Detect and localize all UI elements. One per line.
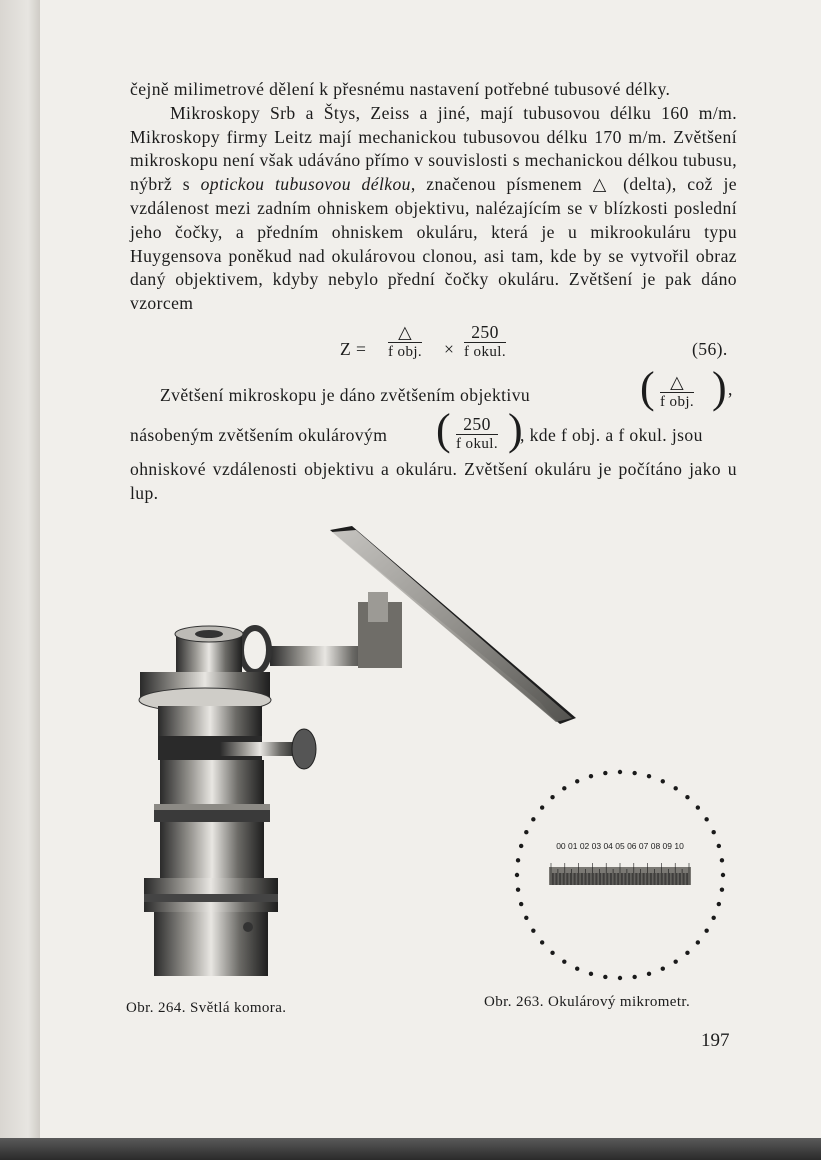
micrometer-field-dot: [562, 959, 566, 963]
micrometer-field-dot: [632, 771, 636, 775]
micrometer-field-dot: [673, 959, 677, 963]
micrometer-field-dot: [515, 873, 519, 877]
formula-fraction-ocular: [464, 322, 506, 361]
micrometer-field-dot: [704, 817, 708, 821]
micrometer-field-dot: [540, 805, 544, 809]
micrometer-field-dot: [516, 858, 520, 862]
ocular-magnification-line: [130, 404, 737, 458]
micrometer-field-dot: [696, 940, 700, 944]
paren-close-2: ): [508, 404, 524, 454]
micrometer-field-dot: [720, 858, 724, 862]
formula-frac1-denominator: f obj.: [388, 343, 423, 360]
micrometer-field-dot: [589, 972, 593, 976]
formula-frac2-numerator: 250: [464, 322, 506, 343]
paragraph-2: [130, 102, 737, 316]
micrometer-field-dot: [603, 771, 607, 775]
paren-open: (: [640, 362, 656, 412]
micrometer-field-dot: [717, 844, 721, 848]
paragraph-1: čejně milimetrové dělení k přesnému nastavení potřebné tubusové délky.: [130, 79, 671, 99]
objective-magnification-line: [130, 362, 737, 412]
micrometer-field-dot: [647, 972, 651, 976]
ocular-micrometer-illustration: [505, 765, 735, 985]
micrometer-field-dot: [647, 774, 651, 778]
micrometer-scale-numbers: 00 01 02 03 04 05 06 07 08 09 10: [556, 841, 684, 851]
objective-line-text: Zvětšení mikroskopu je dáno zvětšením objektivu: [160, 384, 531, 405]
micrometer-field-dot: [685, 795, 689, 799]
objective-fraction-numerator: △: [660, 372, 694, 393]
micrometer-field-dot: [673, 786, 677, 790]
formula-times: ×: [444, 338, 455, 359]
paragraph-2-part-b: , značenou písmenem △ (delta), což je vzdálenost mezi zadním ohniskem objektivu, nalézajícím se v blízkosti poslední jeho čočky, a předním ohniskem okuláru, která je u mikrookuláru typu Huygensova poněkud nad okulárovou clonou, asi tam, kde by se vytvořil obraz daný objektivem, kdyby nebylo přední čočky okuláru. Zvětšení je pak dáno vzorcem: [130, 174, 737, 314]
micrometer-field-dot: [575, 779, 579, 783]
paragraph-2-part-a: Mikroskopy Srb a Štys, Zeiss a jiné, mají tubusovou délku 160 m/m. Mikroskopy firmy Leitz mají mechanickou tubusovou délku 170 m/m. Zvětšení mikroskopu není však udáváno přímo v souvislosti s mechanickou délkou tubusu, nýbrž s: [130, 102, 737, 195]
body-text: [130, 78, 737, 506]
micrometer-field-dot: [531, 928, 535, 932]
ocular-fraction-numerator: 250: [456, 414, 498, 435]
micrometer-field-dot: [524, 830, 528, 834]
micrometer-field-dot: [717, 902, 721, 906]
page-number: 197: [701, 1030, 730, 1051]
paren-open-2: (: [436, 404, 452, 454]
micrometer-field-dot: [711, 830, 715, 834]
micrometer-field-dot: [550, 795, 554, 799]
micrometer-field-dot: [531, 817, 535, 821]
micrometer-field-dot: [711, 916, 715, 920]
micrometer-field-dot: [540, 940, 544, 944]
micrometer-field-dot: [589, 774, 593, 778]
formula-56: [130, 316, 737, 368]
micrometer-field-dot: [661, 779, 665, 783]
ocular-line-text: násobeným zvětšením okulárovým: [130, 424, 388, 445]
micrometer-field-dot: [562, 786, 566, 790]
page-bottom-edge: [0, 1138, 821, 1160]
micrometer-field-dot: [519, 844, 523, 848]
micrometer-field-dot: [516, 887, 520, 891]
formula-number: (56).: [692, 338, 728, 359]
ocular-fraction-denominator: f okul.: [456, 435, 498, 452]
figure-263-caption: Obr. 263. Okulárový mikrometr.: [484, 994, 691, 1010]
objective-line-comma: ,: [728, 378, 733, 399]
micrometer-field-dot: [696, 805, 700, 809]
objective-fraction-denominator: f obj.: [660, 393, 695, 410]
micrometer-field-dot: [721, 873, 725, 877]
optical-tube-length-term: optickou tubusovou délkou: [200, 174, 411, 195]
micrometer-field-dot: [704, 928, 708, 932]
paren-close: ): [712, 362, 728, 412]
formula-frac1-numerator: △: [388, 322, 422, 343]
micrometer-field-dot: [575, 966, 579, 970]
book-gutter: [0, 0, 40, 1142]
micrometer-field-dot: [661, 966, 665, 970]
formula-lhs: Z =: [340, 338, 367, 359]
micrometer-field-dot: [632, 975, 636, 979]
formula-frac2-denominator: f okul.: [464, 343, 506, 360]
ocular-fraction: [456, 414, 498, 453]
micrometer-field-dot: [618, 976, 622, 980]
formula-fraction-objective: [388, 322, 422, 361]
micrometer-field-dot: [720, 887, 724, 891]
micrometer-field-dot: [524, 916, 528, 920]
micrometer-field-dot: [519, 902, 523, 906]
micrometer-field-dot: [603, 975, 607, 979]
figure-264-caption: Obr. 264. Světlá komora.: [126, 1000, 287, 1016]
micrometer-field-dot: [550, 951, 554, 955]
micrometer-field-dot: [618, 770, 622, 774]
paragraph-3-end: ohniskové vzdálenosti objektivu a okuláru. Zvětšení okuláru je počítáno jako u lup.: [130, 458, 737, 503]
micrometer-field-dot: [685, 951, 689, 955]
ocular-line-tail: , kde f obj. a f okul. jsou: [520, 424, 703, 445]
objective-fraction: [660, 372, 694, 411]
